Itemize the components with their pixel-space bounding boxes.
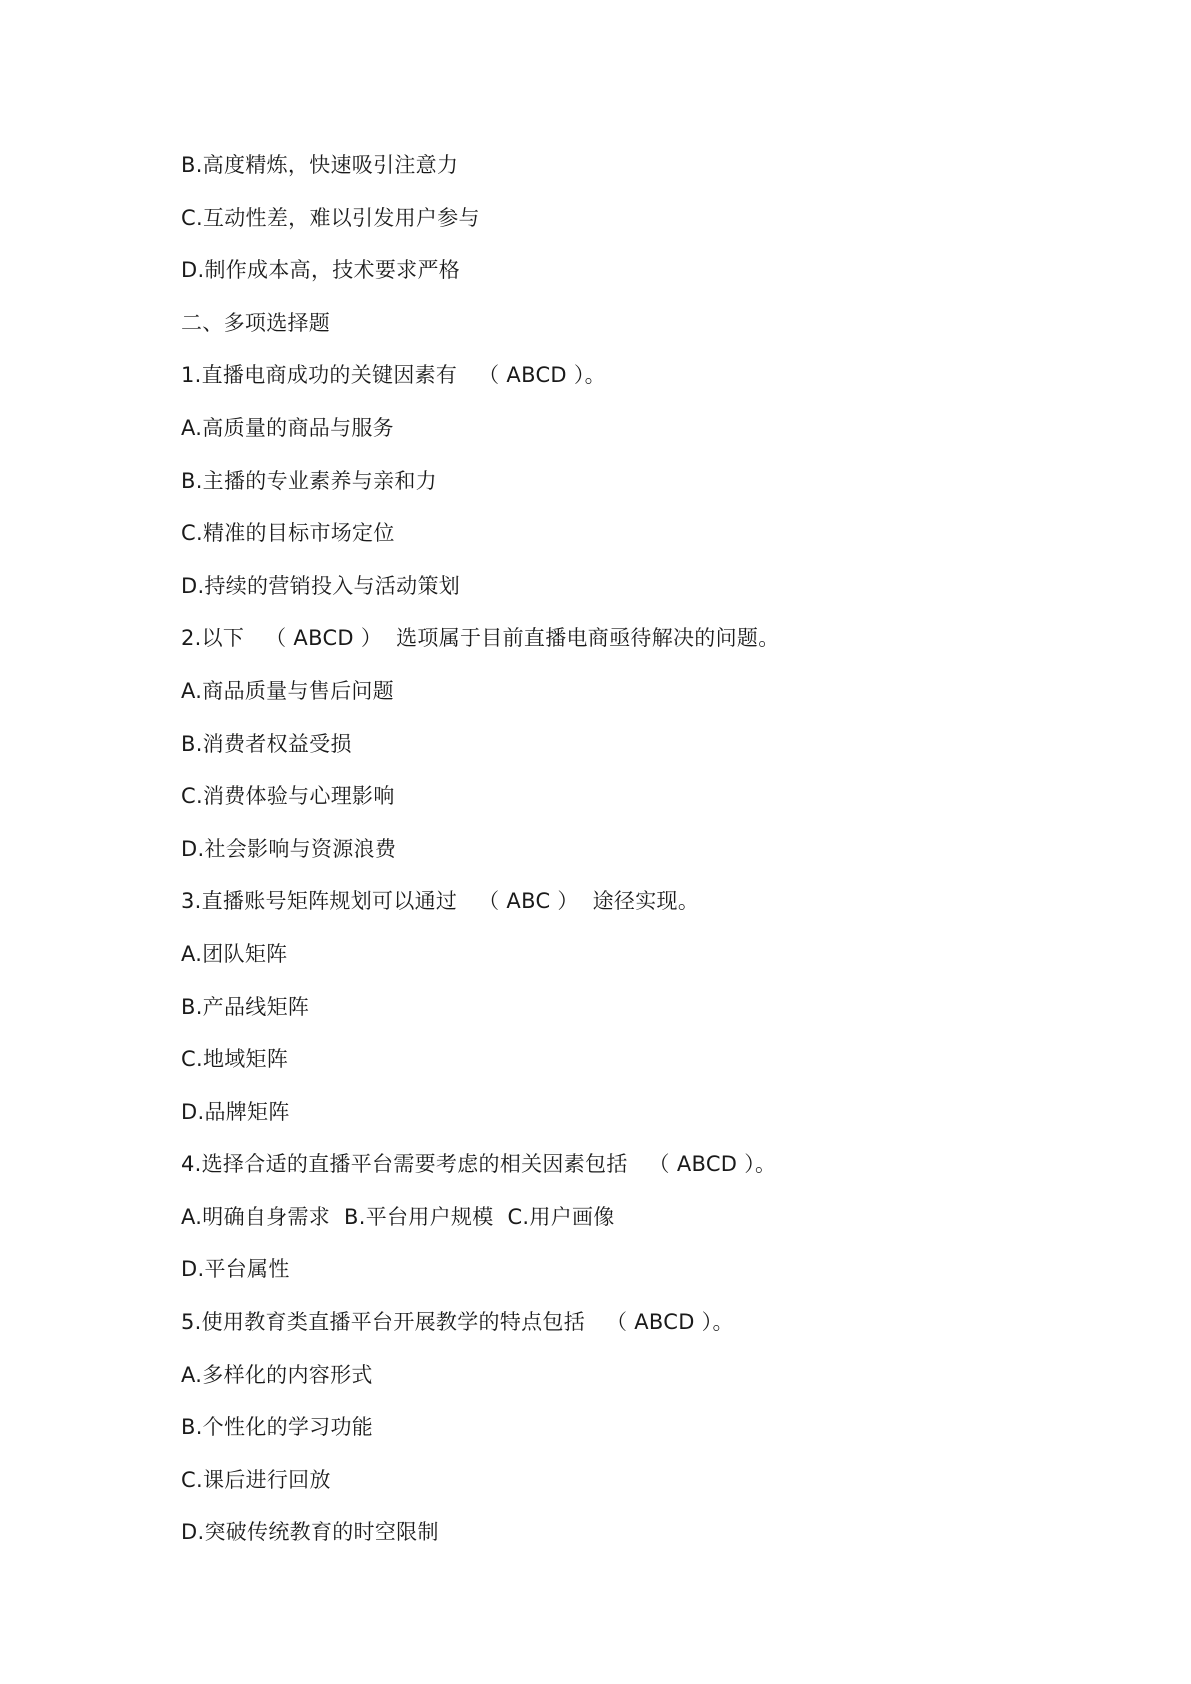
option-line: C.互动性差，难以引发用户参与 <box>181 205 480 230</box>
option-line: C.消费体验与心理影响 <box>181 784 395 809</box>
question-line: 4.选择合适的直播平台需要考虑的相关因素包括 （ ABCD ）。 <box>181 1152 777 1177</box>
option-line: D.品牌矩阵 <box>181 1099 290 1124</box>
question-line: 5.使用教育类直播平台开展教学的特点包括 （ ABCD ）。 <box>181 1310 734 1335</box>
option-line: D.制作成本高，技术要求严格 <box>181 258 461 283</box>
option-line: D.平台属性 <box>181 1257 290 1282</box>
question-line: 1.直播电商成功的关键因素有 （ ABCD ）。 <box>181 363 606 388</box>
option-line: B.消费者权益受损 <box>181 731 352 756</box>
option-line: A.商品质量与售后问题 <box>181 678 394 703</box>
option-line: B.产品线矩阵 <box>181 994 310 1019</box>
option-line: B.高度精炼，快速吸引注意力 <box>181 153 459 177</box>
question-line: 2.以下 （ ABCD ） 选项属于目前直播电商亟待解决的问题。 <box>181 626 780 651</box>
section-heading: 二、多项选择题 <box>181 310 331 335</box>
question-line: 3.直播账号矩阵规划可以通过 （ ABC ） 途径实现。 <box>181 889 700 914</box>
option-line: A.多样化的内容形式 <box>181 1362 373 1387</box>
option-line: B.主播的专业素养与亲和力 <box>181 468 437 493</box>
option-line: D.持续的营销投入与活动策划 <box>181 573 461 598</box>
option-line: C.课后进行回放 <box>181 1467 331 1492</box>
option-line: A.团队矩阵 <box>181 941 288 966</box>
option-line: D.突破传统教育的时空限制 <box>181 1520 439 1545</box>
option-line: B.个性化的学习功能 <box>181 1415 374 1440</box>
option-line: A.高质量的商品与服务 <box>181 415 394 440</box>
option-line: A.明确自身需求 B.平台用户规模 C.用户画像 <box>181 1204 615 1229</box>
document-body <box>181 145 1081 1565</box>
option-line: C.精准的目标市场定位 <box>181 521 395 546</box>
option-line: D.社会影响与资源浪费 <box>181 836 397 861</box>
option-line: C.地域矩阵 <box>181 1047 289 1072</box>
